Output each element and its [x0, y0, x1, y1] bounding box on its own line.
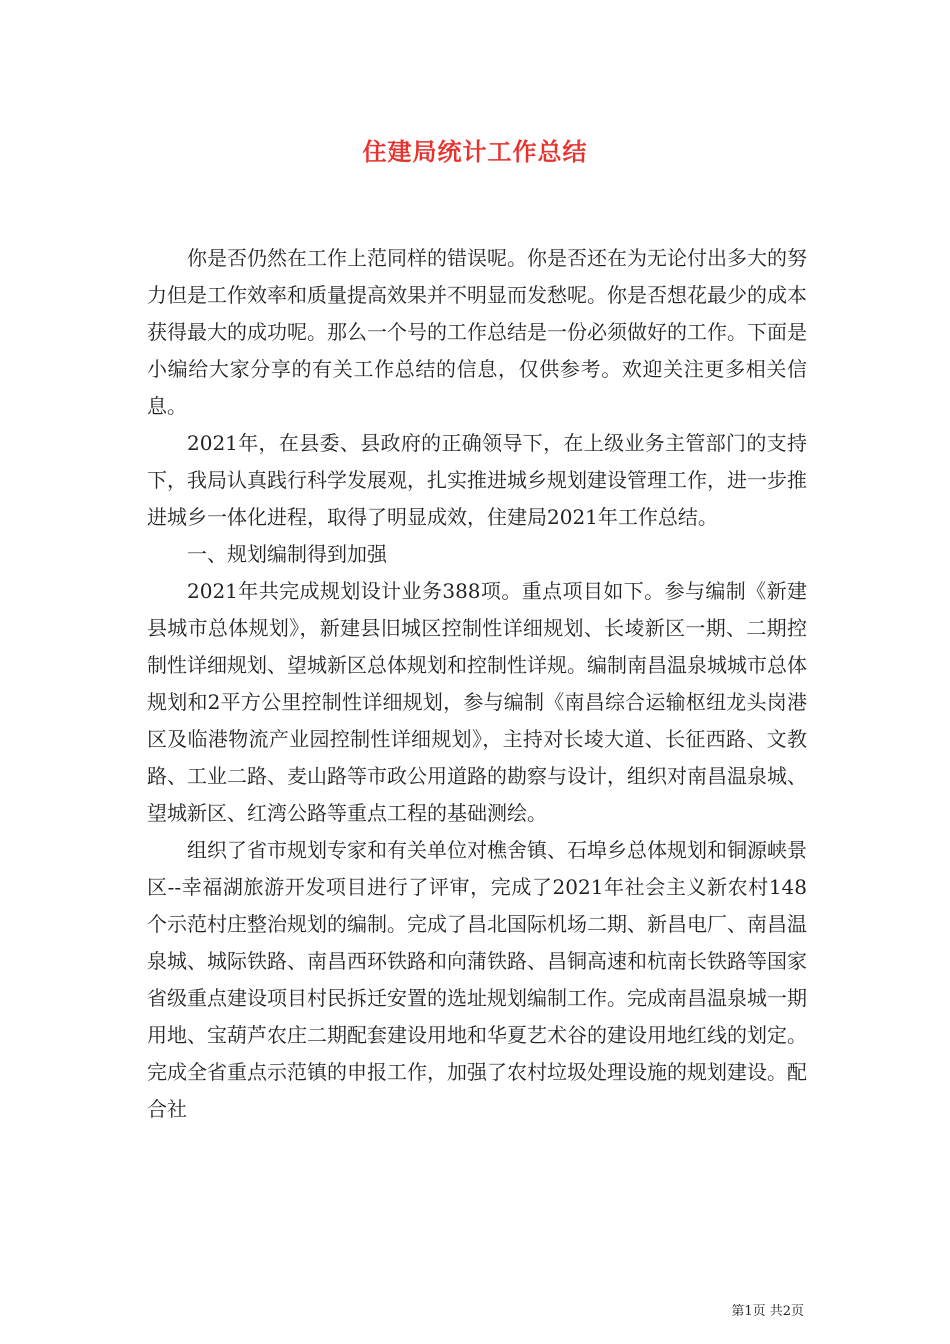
paragraph-summary: 2021年，在县委、县政府的正确领导下，在上级业务主管部门的支持下，我局认真践行科学发展观，扎实推进城乡规划建设管理工作，进一步推进城乡一体化进程，取得了明显成效，住建局2021年工作总结。	[147, 431, 807, 529]
section-heading-planning: 一、规划编制得到加强	[187, 542, 387, 566]
page-number: 第1页 共2页	[731, 1304, 804, 1319]
paragraph-planning-review: 组织了省市规划专家和有关单位对樵舍镇、石埠乡总体规划和铜源峡景区--幸福湖旅游开发项目进行了评审，完成了2021年社会主义新农村148个示范村庄整治规划的编制。完成了昌北国际机场二期、新昌电厂、南昌温泉城、城际铁路、南昌西环铁路和向蒲铁路、昌铜高速和杭南长铁路等国家省级重点建设项目村民拆迁安置的选址规划编制工作。完成南昌温泉城一期用地、宝葫芦农庄二期配套建设用地和华夏艺术谷的建设用地红线的划定。完成全省重点示范镇的申报工作，加强了农村垃圾处理设施的规划建设。配合社	[147, 838, 807, 1121]
document-title: 住建局统计工作总结	[362, 137, 588, 166]
paragraph-planning-projects: 2021年共完成规划设计业务388项。重点项目如下。参与编制《新建县城市总体规划》，新建县旧城区控制性详细规划、长堎新区一期、二期控制性详细规划、望城新区总体规划和控制性详规。编制南昌温泉城城市总体规划和2平方公里控制性详细规划，参与编制《南昌综合运输枢纽龙头岗港区及临港物流产业园控制性详细规划》，主持对长堎大道、长征西路、文教路、工业二路、麦山路等市政公用道路的勘察与设计，组织对南昌温泉城、望城新区、红湾公路等重点工程的基础测绘。	[147, 579, 807, 825]
paragraph-intro: 你是否仍然在工作上范同样的错误呢。你是否还在为无论付出多大的努力但是工作效率和质量提高效果并不明显而发愁呢。你是否想花最少的成本获得最大的成功呢。那么一个号的工作总结是一份必须做好的工作。下面是小编给大家分享的有关工作总结的信息，仅供参考。欢迎关注更多相关信息。	[147, 246, 807, 418]
document-body	[147, 240, 807, 1128]
